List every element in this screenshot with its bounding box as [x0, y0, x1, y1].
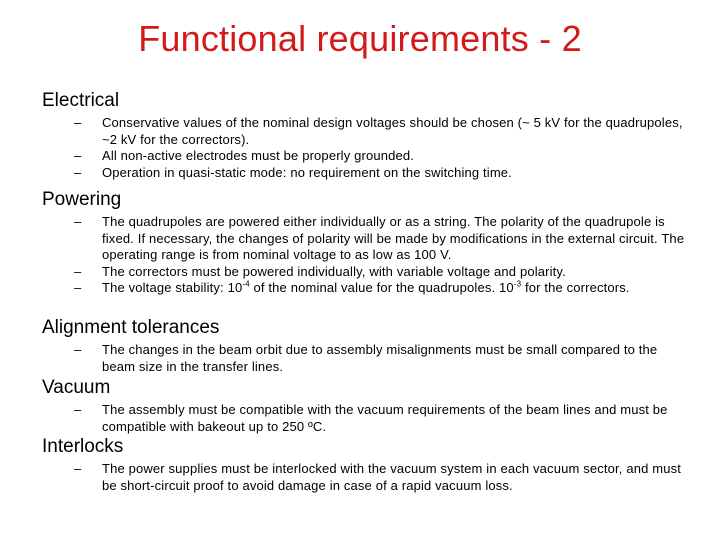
list-item-text: Conservative values of the nominal design voltages should be chosen (~ 5 kV for the quadrupoles, ~2 kV for the correctors). — [102, 115, 683, 147]
stability-prefix: The voltage stability: 10 — [102, 280, 243, 295]
section-powering — [42, 189, 692, 297]
exponent: -4 — [242, 279, 250, 289]
bullet-list-vacuum — [42, 402, 692, 435]
list-item — [42, 165, 692, 182]
section-heading-interlocks: Interlocks — [42, 436, 124, 457]
dash-marker: – — [74, 461, 82, 476]
list-item-text: The correctors must be powered individually, with variable voltage and polarity. — [102, 263, 566, 279]
section-heading-electrical: Electrical — [42, 90, 120, 111]
dash-marker: – — [74, 164, 82, 180]
section-alignment-tolerances — [42, 317, 692, 375]
section-heading-alignment: Alignment tolerances — [42, 317, 220, 338]
bullet-list-alignment — [42, 342, 692, 375]
list-item — [42, 115, 692, 148]
list-item — [42, 342, 692, 375]
list-item — [42, 148, 692, 165]
dash-marker: – — [74, 402, 82, 417]
dash-marker: – — [74, 148, 82, 163]
list-item — [42, 402, 692, 435]
section-interlocks — [42, 436, 692, 494]
list-item-text: The changes in the beam orbit due to assembly misalignments must be small compared to the beam size in the transfer lines. — [102, 342, 658, 374]
section-vacuum — [42, 377, 692, 435]
dash-marker: – — [74, 115, 82, 130]
section-heading-vacuum: Vacuum — [42, 377, 111, 398]
bullet-list-electrical — [42, 115, 692, 181]
list-item — [42, 461, 692, 494]
list-item-voltage-stability — [42, 280, 692, 297]
exponent: -3 — [513, 279, 522, 289]
bullet-list-interlocks — [42, 461, 692, 494]
dash-marker: – — [74, 214, 82, 229]
slide-title: Functional requirements - 2 — [138, 18, 582, 59]
dash-marker: – — [74, 280, 82, 295]
list-item-text: The power supplies must be interlocked with the vacuum system in each vacuum sector, and must be short-circuit proof to avoid damage in case of a rapid vacuum loss. — [102, 461, 681, 493]
list-item — [42, 264, 692, 281]
stability-suffix: for the correctors. — [521, 280, 630, 295]
list-item-text: All non-active electrodes must be properly grounded. — [102, 148, 415, 163]
dash-marker: – — [74, 342, 82, 357]
bullet-list-powering — [42, 214, 692, 297]
section-heading-powering: Powering — [42, 189, 122, 210]
list-item-text: The assembly must be compatible with the vacuum requirements of the beam lines and must be compatible with bakeout up to 250 ºC. — [102, 402, 668, 434]
list-item — [42, 214, 692, 264]
list-item-text: The quadrupoles are powered either individually or as a string. The polarity of the quadrupole is fixed. If necessary, the changes of polarity will be made by modifications in the external circuit. The operating range is from nominal voltage to as low as 100 V. — [102, 214, 685, 262]
stability-middle: of the nominal value for the quadrupoles. 10 — [249, 280, 514, 295]
dash-marker: – — [74, 263, 82, 279]
section-electrical — [42, 90, 692, 181]
list-item-text: Operation in quasi-static mode: no requirement on the switching time. — [102, 164, 512, 180]
